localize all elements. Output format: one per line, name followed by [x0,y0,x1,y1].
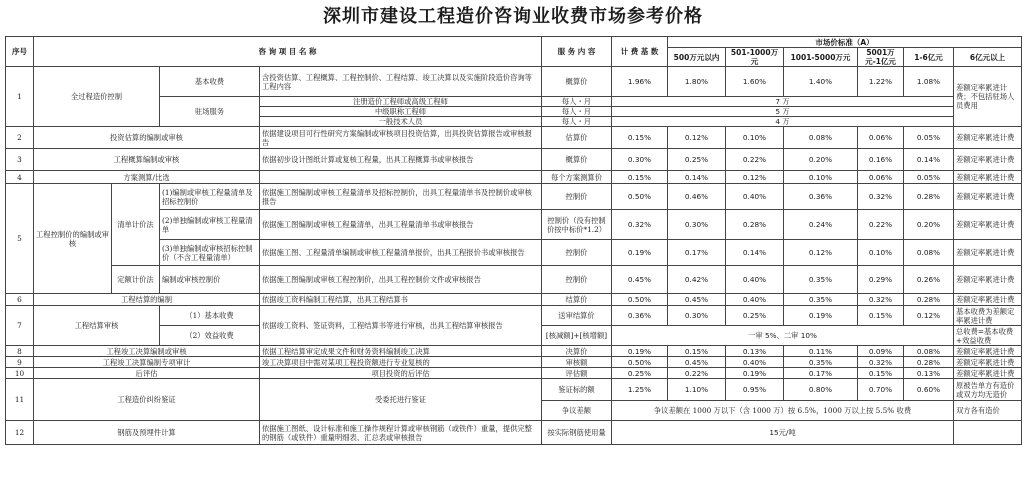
remark: 差额定率累进计费 [954,171,1022,184]
rate-cell: 0.17% [668,240,726,266]
price-cell: 争议差额在 1000 万以下（含 1000 万）按 6.5%，1000 万以上按 5.5% 收费 [612,401,954,421]
rate-cell: 0.09% [858,346,904,357]
rate-cell: 0.24% [784,210,858,240]
price-cell: 5 万 [612,107,954,117]
fee-basis: 概算价 [542,149,612,171]
rate-cell: 0.15% [668,346,726,357]
table-row [6,346,1022,357]
table-row [6,67,1022,97]
remark: 差额定率累进计费 [954,357,1022,368]
rate-cell: 1.25% [612,379,668,401]
rate-cell: 0.45% [668,357,726,368]
fee-basis: 评估额 [542,368,612,379]
rate-cell: 0.08% [904,346,954,357]
fee-table [5,36,1022,445]
rate-cell: 0.20% [904,210,954,240]
rate-cell: 1.08% [904,67,954,97]
rate-cell: 0.28% [904,357,954,368]
fee-basis: 每人・月 [542,117,612,127]
rate-cell: 0.26% [904,266,954,294]
band-header: 500万元以内 [668,48,726,67]
sub-item-name: （1）基本收费 [160,306,260,326]
rate-cell: 0.22% [726,149,784,171]
row-number: 3 [6,149,34,171]
remark: 差额定率累进计费 [954,346,1022,357]
rate-cell: 0.36% [784,184,858,210]
remark: 双方各有造价 [954,401,1022,421]
table-row [6,127,1022,149]
item-name: 工程竣工决算编制或审核 [34,346,260,357]
rate-cell: 0.32% [858,294,904,306]
table-row [6,184,1022,210]
service-content: 依据施工图编制或审核工程控制价，出具工程控制价文件或审核报告 [260,266,542,294]
fee-basis: 结算价 [542,294,612,306]
service-content [260,171,542,184]
remark: 差额定率累进计费 [954,266,1022,294]
row-number: 5 [6,184,34,294]
rate-cell: 1.40% [784,67,858,97]
table-row [6,171,1022,184]
rate-cell: 0.25% [668,149,726,171]
remark: 差额定率累进计费 [954,127,1022,149]
rate-cell: 0.32% [858,184,904,210]
rate-cell: 0.15% [612,171,668,184]
rate-cell: 0.19% [612,240,668,266]
service-content: 依据初步设计图纸计算或复核工程量，出具工程概算书或审核报告 [260,149,542,171]
rate-cell: 0.40% [726,294,784,306]
rate-cell: 0.10% [784,171,858,184]
rate-cell: 0.15% [858,306,904,326]
rate-cell: 0.28% [726,210,784,240]
rate-cell: 0.19% [612,346,668,357]
service-content: 竣工决算项目中需对某项工程投资额进行专业复核的 [260,357,542,368]
rate-cell: 0.30% [668,210,726,240]
service-content: 依据施工图、工程量清单编制或审核工程量清单报价，出具工程报价书或审核报告 [260,240,542,266]
rate-cell: 0.30% [612,149,668,171]
item-name: 投资估算的编制或审核 [34,127,260,149]
item-name: 工程结算的编制 [34,294,260,306]
rate-cell: 0.14% [726,240,784,266]
fee-basis: 争议差额 [542,401,612,421]
rate-cell: 0.30% [668,306,726,326]
fee-basis: 控制价 [542,266,612,294]
price-cell: 7 万 [612,97,954,107]
rate-cell: 0.08% [784,127,858,149]
item-name: 后评估 [34,368,260,379]
rate-cell: 0.06% [858,171,904,184]
fee-basis: 鉴证标的额 [542,379,612,401]
fee-basis: 每个方案测算价 [542,171,612,184]
rate-cell: 0.19% [726,368,784,379]
rate-cell: 0.29% [858,266,904,294]
rate-cell: 0.28% [904,294,954,306]
fee-basis: 每人・月 [542,107,612,117]
service-content: 依据施工图纸、设计标准和施工操作规程计算或审核钢筋（或铁件）重量，提供完整的钢筋（或铁件）重量明细表、汇总表或审核报告 [260,421,542,445]
rate-cell: 0.25% [726,306,784,326]
fee-basis: 决算价 [542,346,612,357]
sub-item-name: (2)单独编制或审核工程量清单 [160,210,260,240]
service-content: 中级职称工程师 [260,107,542,117]
remark: 原被告单方有造价或双方均无造价 [954,379,1022,401]
item-name: 工程造价纠纷鉴证 [34,379,260,421]
service-content: 受委托进行鉴证 [260,379,542,421]
sub-item-name: （2）效益收费 [160,326,260,346]
table-row [6,421,1022,445]
header-service: 服 务 内 容 [542,37,612,67]
sub-item-name: (1)编制或审核工程量清单及招标控制价 [160,184,260,210]
service-content: 注册造价工程师或高级工程师 [260,97,542,107]
service-content: 一般技术人员 [260,117,542,127]
rate-cell: 0.22% [668,368,726,379]
fee-basis: 按实际钢筋使用量 [542,421,612,445]
sub-item-name: 基本收费 [160,67,260,97]
band-header: 1-6亿元 [904,48,954,67]
fee-basis: [核减额]+[核增额] [542,326,612,346]
remark [954,421,1022,445]
rate-cell: 0.35% [784,294,858,306]
fee-basis: 每人・月 [542,97,612,107]
rate-cell: 0.50% [612,357,668,368]
band-header: 5001万元-1亿元 [858,48,904,67]
price-cell: 一审 5%、二审 10% [612,326,954,346]
fee-basis: 估算价 [542,127,612,149]
rate-cell: 0.10% [858,240,904,266]
table-row [6,149,1022,171]
service-content: 依据竣工资料、签证资料，工程结算书等进行审核，出具工程结算审核报告 [260,306,542,346]
rate-cell: 0.12% [668,127,726,149]
item-name: 工程结算审核 [34,306,160,346]
row-number: 2 [6,127,34,149]
service-content: 依据竣工资料编制工程结算，出具工程结算书 [260,294,542,306]
sub-item-name: 编制或审核控制价 [160,266,260,294]
rate-cell: 0.11% [784,346,858,357]
rate-cell: 0.40% [726,357,784,368]
rate-cell: 0.15% [612,127,668,149]
rate-cell: 0.14% [668,171,726,184]
fee-basis: 控制价 [542,184,612,210]
header-price-group: 市场价标准（A） [668,37,1022,48]
remark: 差额定率累进计费；不包括驻场人员费用 [954,67,1022,127]
rate-cell: 0.17% [784,368,858,379]
rate-cell: 0.25% [612,368,668,379]
rate-cell: 0.19% [784,306,858,326]
band-header: 501-1000万元 [726,48,784,67]
fee-basis: 送审结算价 [542,306,612,326]
table-row [6,379,1022,401]
table-row [6,266,1022,294]
rate-cell: 0.05% [904,171,954,184]
rate-cell: 1.60% [726,67,784,97]
table-row [6,368,1022,379]
rate-cell: 0.95% [726,379,784,401]
sub-item-name: (3)单独编制或审核招标控制价（不含工程量清单） [160,240,260,266]
service-content: 含投资估算、工程概算、工程控制价、工程结算、竣工决算以及实施阶段造价咨询等工程内容 [260,67,542,97]
rate-cell: 0.13% [726,346,784,357]
item-name: 方案测算/比选 [34,171,260,184]
rate-cell: 0.22% [858,210,904,240]
rate-cell: 0.40% [726,266,784,294]
header-seq: 序号 [6,37,34,67]
row-number: 11 [6,379,34,421]
rate-cell: 0.20% [784,149,858,171]
table-row [6,306,1022,326]
row-number: 7 [6,306,34,346]
item-name: 全过程造价控制 [34,67,160,127]
service-content: 依据建设项目可行性研究方案编制或审核项目投资估算，出具投资估算报告或审核报告 [260,127,542,149]
rate-cell: 0.12% [726,171,784,184]
table-row [6,294,1022,306]
item-name: 工程控制价的编制或审核 [34,184,112,294]
remark: 差额定率累进计费 [954,210,1022,240]
rate-cell: 0.80% [784,379,858,401]
row-number: 8 [6,346,34,357]
service-content: 项目投资的后评估 [260,368,542,379]
item-name: 工程竣工决算编制专项审计 [34,357,260,368]
remark: 基本收费为差额定率累进计费 [954,306,1022,326]
service-content: 依据施工图编制或审核工程量清单，出具工程量清单书或审核报告 [260,210,542,240]
rate-cell: 0.32% [612,210,668,240]
rate-cell: 0.08% [904,240,954,266]
price-cell: 4 万 [612,117,954,127]
service-content: 依据工程结算审定成果文件和财务资料编制竣工决算 [260,346,542,357]
rate-cell: 0.10% [726,127,784,149]
fee-basis: 概算价 [542,67,612,97]
remark: 差额定率累进计费 [954,240,1022,266]
rate-cell: 1.22% [858,67,904,97]
row-number: 1 [6,67,34,127]
row-number: 6 [6,294,34,306]
rate-cell: 1.80% [668,67,726,97]
rate-cell: 0.12% [904,306,954,326]
fee-basis: 控制价（没有控制价按中标价*1.2） [542,210,612,240]
rate-cell: 0.50% [612,184,668,210]
rate-cell: 0.06% [858,127,904,149]
rate-cell: 0.60% [904,379,954,401]
rate-cell: 0.50% [612,294,668,306]
page-title: 深圳市建设工程造价咨询业收费市场参考价格 [323,6,703,27]
service-content: 依据施工图编制或审核工程量清单及招标控制价，出具工程量清单书及控制价或审核报告 [260,184,542,210]
row-number: 9 [6,357,34,368]
rate-cell: 0.42% [668,266,726,294]
row-number: 4 [6,171,34,184]
rate-cell: 0.35% [784,266,858,294]
remark: 差额定率累进计费 [954,184,1022,210]
row-number: 10 [6,368,34,379]
rate-cell: 1.10% [668,379,726,401]
remark: 差额定率累进计费 [954,294,1022,306]
header-item: 咨 询 项 目 名 称 [34,37,542,67]
fee-basis: 控制价 [542,240,612,266]
band-header: 1001-5000万元 [784,48,858,67]
sub-item-name: 驻场服务 [160,97,260,127]
header-basis: 计 费 基 数 [612,37,668,67]
rate-cell: 0.40% [726,184,784,210]
band-header: 6亿元以上 [954,48,1022,67]
item-name: 工程概算编制或审核 [34,149,260,171]
rate-cell: 0.45% [668,294,726,306]
rate-cell: 0.45% [612,266,668,294]
fee-basis: 审核额 [542,357,612,368]
method-label: 定额计价法 [112,266,160,294]
rate-cell: 0.28% [904,184,954,210]
rate-cell: 0.15% [858,368,904,379]
remark: 总收费=基本收费+效益收费 [954,326,1022,346]
price-cell: 15元/吨 [612,421,954,445]
rate-cell: 0.32% [858,357,904,368]
rate-cell: 0.12% [784,240,858,266]
rate-cell: 0.13% [904,368,954,379]
item-name: 钢筋及预埋件计算 [34,421,260,445]
table-row [6,357,1022,368]
remark: 差额定率累进计费 [954,368,1022,379]
rate-cell: 0.70% [858,379,904,401]
row-number: 12 [6,421,34,445]
rate-cell: 0.35% [784,357,858,368]
remark: 差额定率累进计费 [954,149,1022,171]
header-row [6,37,1022,48]
rate-cell: 0.05% [904,127,954,149]
rate-cell: 0.36% [612,306,668,326]
rate-cell: 0.14% [904,149,954,171]
rate-cell: 1.96% [612,67,668,97]
rate-cell: 0.46% [668,184,726,210]
method-label: 清单计价法 [112,184,160,266]
rate-cell: 0.16% [858,149,904,171]
